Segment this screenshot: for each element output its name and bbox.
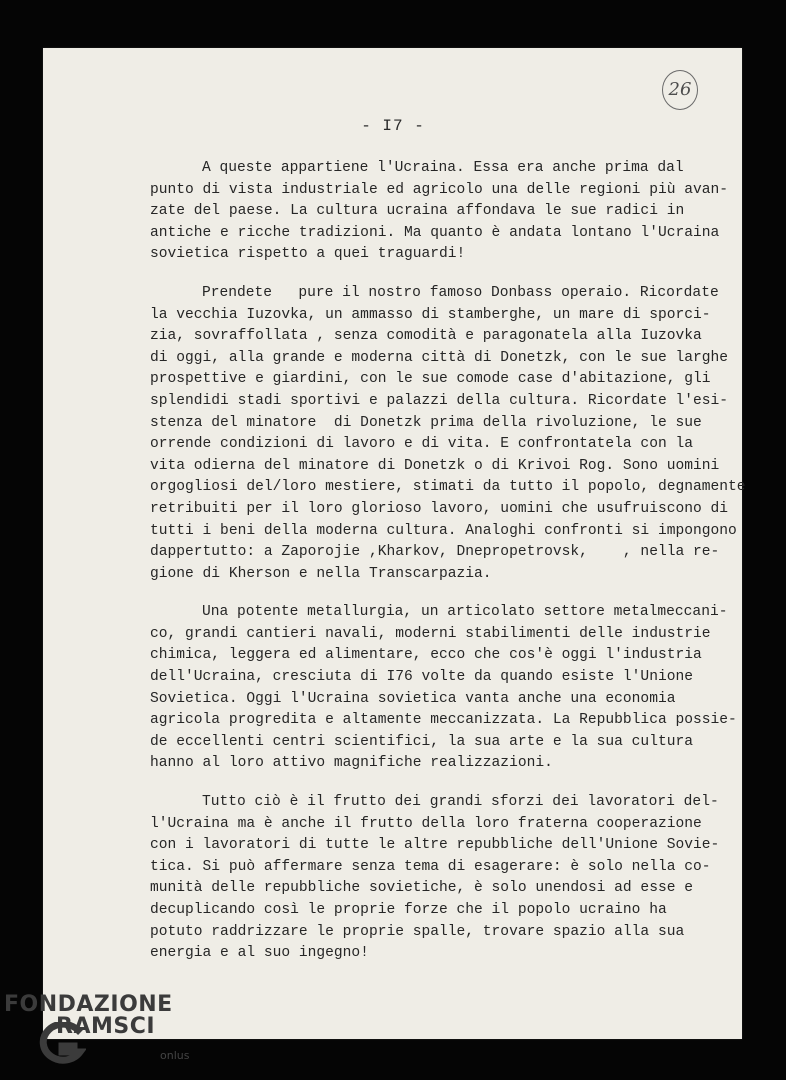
watermark-subtitle: onlus [160,1049,190,1062]
text-line: potuto raddrizzare le proprie spalle, trovare spazio alla sua [150,923,685,940]
text-line: dell'Ucraina, cresciuta di I76 volte da quando esiste l'Unione [150,669,693,686]
text-line: antiche e ricche tradizioni. Ma quanto è andata lontano l'Ucraina [150,224,720,241]
text-line: gione di Kherson e nella Transcarpazia. [150,565,492,582]
text-line: vita odierna del minatore di Donetzk o di Krivoi Rog. Sono uomini [150,457,720,474]
text-line: la vecchia Iuzovka, un ammasso di stamberghe, un mare di sporci- [150,306,711,323]
text-line: con i lavoratori di tutte le altre repubbliche dell'Unione Sovie- [150,837,720,854]
text-line: sovietica rispetto a quei traguardi! [150,246,466,263]
text-line: dappertutto: a Zaporojie ,Kharkov, Dnepropetrovsk, , nella re- [150,544,720,561]
text-line: punto di vista industriale ed agricolo una delle regioni più avan- [150,181,729,198]
text-line: Prendete pure il nostro famoso Donbass operaio. Ricordate [202,284,719,301]
text-line: Una potente metallurgia, un articolato settore metalmeccani- [202,604,728,621]
text-line: munità delle repubbliche sovietiche, è solo unendosi ad esse e [150,880,693,897]
text-line: tutti i beni della moderna cultura. Analoghi confronti si impongono [150,522,737,539]
text-line: prospettive e giardini, con le sue comode case d'abitazione, gli [150,371,711,388]
text-line: de eccellenti centri scientifici, la sua arte e la sua cultura [150,733,693,750]
document-body [150,158,746,982]
watermark-line-1: FONDAZIONE [4,992,173,1017]
text-line: zia, sovraffollata , senza comodità e paragonatela alla Iuzovka [150,328,702,345]
text-line: tica. Si può affermare senza tema di esagerare: è solo nella co- [150,858,711,875]
text-line: agricola progredita e altamente meccanizzata. La Repubblica possie- [150,712,737,729]
fondazione-gramsci-watermark [4,992,204,1072]
paragraph [150,158,740,266]
paragraph [150,602,740,775]
paragraph [150,283,746,585]
watermark-line-2: RAMSCI [56,1014,156,1039]
text-line: orgogliosi del/loro mestiere, stimati da tutto il popolo, degnamente [150,479,746,496]
text-line: decuplicando così le proprie forze che il popolo ucraino ha [150,902,667,918]
handwritten-folio-number: 26 [662,70,698,110]
text-line: splendidi stadi sportivi e palazzi della cultura. Ricordate l'esi- [150,392,729,409]
text-line: Sovietica. Oggi l'Ucraina sovietica vanta anche una economia [150,690,676,707]
paragraph [150,792,740,965]
text-line: orrende condizioni di lavoro e di vita. E confrontatela con la [150,436,693,453]
text-line: A queste appartiene l'Ucraina. Essa era anche prima dal [202,160,684,176]
page-number: - I7 - [361,117,425,135]
text-line: hanno al loro attivo magnifiche realizzazioni. [150,755,553,772]
text-line: co, grandi cantieri navali, moderni stabilimenti delle industrie [150,625,711,642]
text-line: stenza del minatore di Donetzk prima della rivoluzione, le sue [150,414,702,431]
text-line: retribuiti per il loro glorioso lavoro, uomini che usufruiscono di [150,500,729,517]
text-line: l'Ucraina ma è anche il frutto della loro fraterna cooperazione [150,815,702,832]
text-line: energia e al suo ingegno! [150,945,369,962]
text-line: chimica, leggera ed alimentare, ecco che cos'è oggi l'industria [150,647,702,664]
text-line: Tutto ciò è il frutto dei grandi sforzi dei lavoratori del- [202,794,719,811]
text-line: zate del paese. La cultura ucraina affondava le sue radici in [150,203,685,220]
text-line: di oggi, alla grande e moderna città di Donetzk, con le sue larghe [150,349,729,366]
